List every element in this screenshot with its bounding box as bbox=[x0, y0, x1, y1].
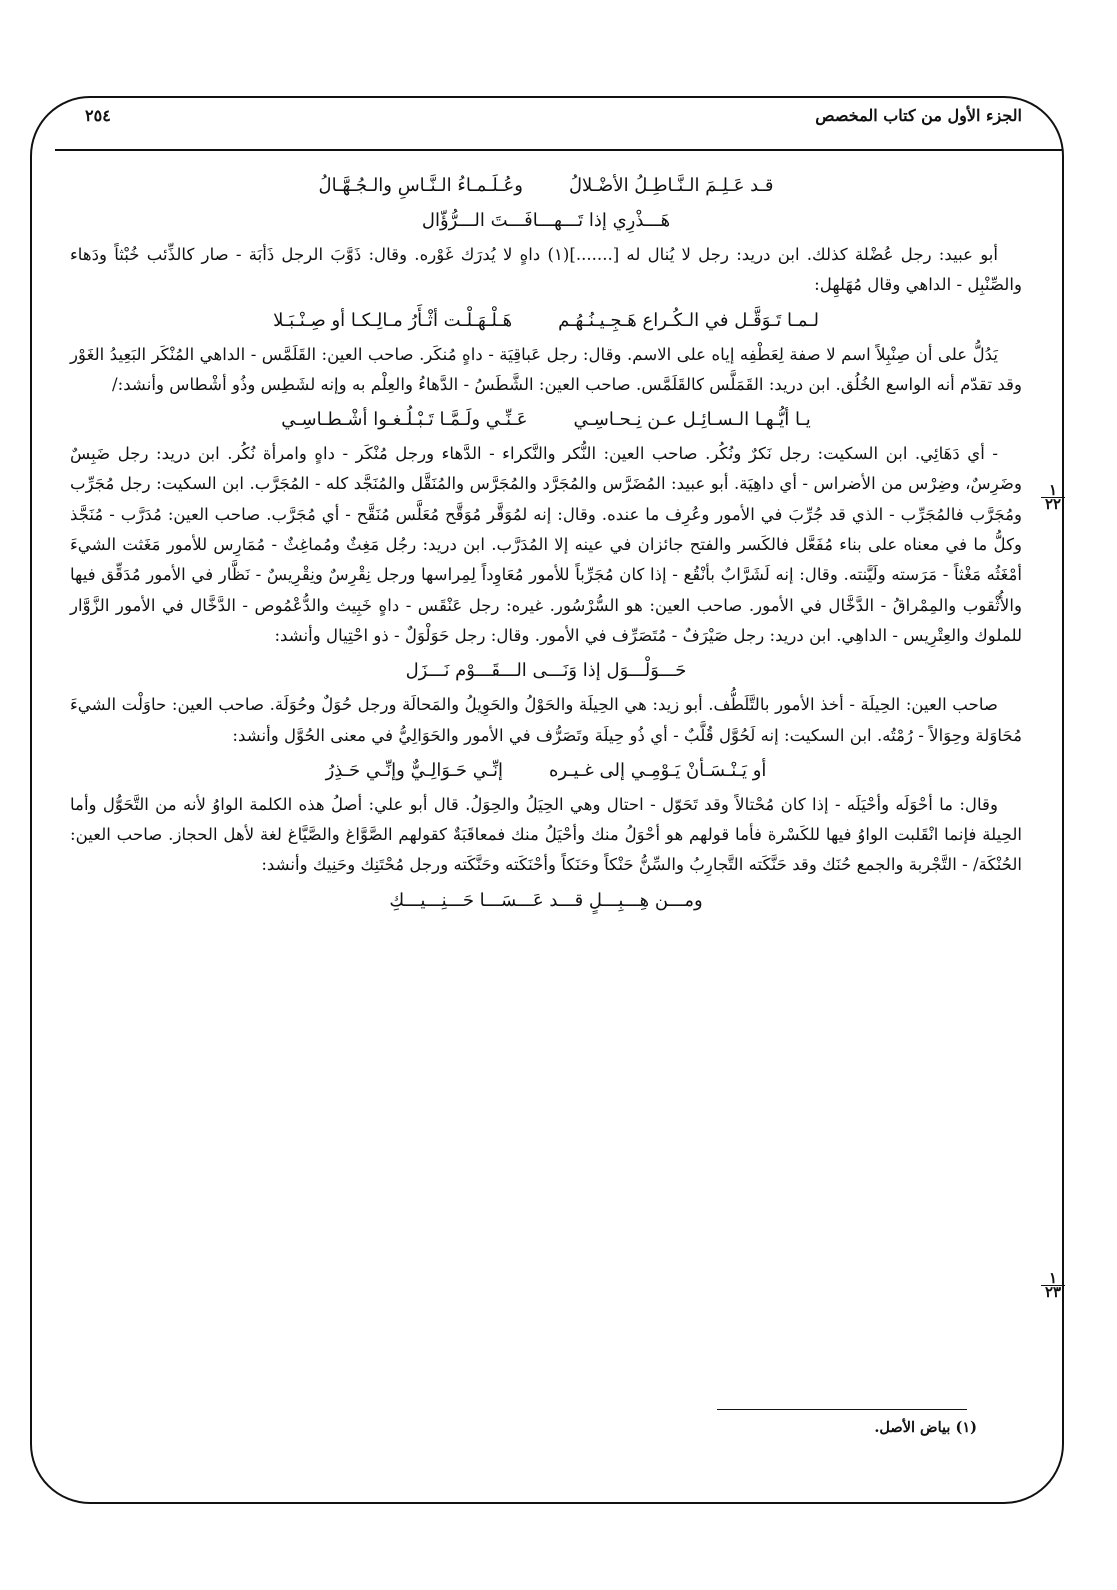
margin-marker-22-den: ٢٢ bbox=[1044, 495, 1062, 513]
verse-1-line-2 bbox=[70, 205, 1022, 236]
margin-marker-23-den: ٢٣ bbox=[1044, 1283, 1062, 1301]
page-body bbox=[70, 166, 1022, 920]
margin-marker-22-num: ١ bbox=[1041, 484, 1065, 498]
margin-marker-23 bbox=[1041, 1269, 1065, 1301]
paragraph-3: - أي دَهَائِي. ابن السكيت: رجل نَكرٌ ونُكُر. صاحب العين: النُّكر والنَّكراء - الدَّهاء ورجل مُنْكَر - داهٍ وامرأة نُكُر. ابن دريد: رجل ضَبِسٌ وضَرِسٌ، وضِرْس من الأضراس - أي داهِيَة. أبو عبيد: المُضَرَّس والمُجَرَّد والمُجَرَّس والمُنَقَّل والمُنَجَّد كله - المُجَرَّب. ابن السكيت: رجل مُجَرِّب ومُجَرَّب فالمُجَرِّب - الذي قد جُرِّبَ في الأمور وعُرِف ما عنده. وقال: إنه لمُوَقَّر مُوَقَّح مُعَلَّس مُنَقَّح - أي مُجَرَّب. صاحب العين: مُدَرَّب - مُنَجَّذ وكلُّ ما في معناه على بناء مُفَعَّل فالكَسر والفتح جائزان في عينه إلا المُدَرَّب. ابن دريد: رجُل مَغِثٌ ومُماغِثٌ - مُمَارِس للأمور مَغَثت الشيءَ أمْغَثُه مَغْثاً - مَرَسته ولَيَّنته. وقال: إنه لَشَرَّابٌ بأنْقُع - إذا كان مُجَرِّباً للأمور مُعَاوِداً لِمِراسها ورجل نِقْرِسٌ ونِقْرِيسٌ - نَظَّار في الأمور مُدَقِّق فيها والأُثْقوب والمِمْراقُ - الدَّخَّال في الأمور. صاحب العين: هو السُّرْسُور. غيره: رجل عَنْقَس - داهٍ خَبِيث والدُّعْمُوص - الدَّخَّال في الأمور الزَّوَّار للملوك والعِتْرِيس - الداهِي. ابن دريد: رجل صَيْرَفٌ - مُتَصَرِّف في الأمور. وقال: رجل حَوَلْوَلٌ - ذو احْتِيال وأنشد: bbox=[70, 444, 1022, 645]
margin-marker-22 bbox=[1041, 481, 1065, 513]
verse-5-first-half: أو يَـنْـسَـأنْ يَـوْمِـي إلى غـيـره bbox=[549, 759, 767, 781]
verse-2-second-half: هَـلْـهَـلْـت أثْـأَرُ مـالِـكـا أو صِـنْـبَـلا bbox=[273, 309, 513, 331]
verse-2-first-half: لـمـا تَـوَقَّـل في الـكُـراع هَـجِـيـنُـهُـم bbox=[558, 309, 819, 331]
verse-3-second-half: عَـنِّـي ولَـمَّـا تَـبْـلُـغـوا أشْـطـاسِـي bbox=[281, 409, 528, 431]
margin-marker-23-num: ١ bbox=[1041, 1272, 1065, 1286]
footnote-divider bbox=[717, 1409, 967, 1410]
verse-6 bbox=[70, 885, 1022, 916]
verse-4 bbox=[70, 655, 1022, 686]
verse-3 bbox=[70, 404, 1022, 435]
verse-5 bbox=[70, 755, 1022, 786]
verse-1 bbox=[70, 170, 1022, 201]
verse-1-second-half: وعُـلَـمـاءُ الـنَّـاسِ والـجُـهَّـالُ bbox=[318, 175, 523, 196]
paragraph-4: صاحب العين: الحِيلَة - أخذ الأمور بالتَّلَطُّف. أبو زيد: هي الحِيلَة والحَوْلُ والحَوِيلُ والمَحالَة ورجل حُوَلٌ وحُوَلَة. صاحب العين: حاوَلْت الشيءَ مُحَاوَلة وحِوَالاً - رُمْتُه. ابن السكيت: إنه لَحُوَّل قُلَّبٌ - أي ذُو حِيلَة وتَصَرُّف في الأمور والحَوَالِيُّ في معنى الحُوَّل وأنشد: bbox=[70, 695, 1022, 745]
page-header bbox=[85, 101, 1032, 129]
paragraph-5: وقال: ما أحْوَلَه وأحْيَلَه - إذا كان مُحْتالاً وقد تَحَوّل - احتال وهي الحِيَلُ والحِوَلُ. قال أبو علي: أصلُ هذه الكلمة الواوُ لأنه من التَّحَوُّل وأما الحِيلة فإنما انْقَلبت الواوُ فيها للكَسْرة فأما قولهم هو أحْوَلُ منك وأحْيَلُ منك فمعاقَبَةٌ كقولهم الصَّوَّاغ والصَّيَّاغ لغة لأهل الحجاز. صاحب العين: الحُنْكَة/ - التَّجْربة والجمع حُنَك وقد حَنَّكَته التَّجارِبُ والسِّنُّ حَنْكاً وحَنَكاً وأحْنَكَته وحَنَّكَته ورجل مُحْتَنِك وحَنِيك وأنشد: bbox=[70, 794, 1022, 875]
verse-2 bbox=[70, 305, 1022, 336]
footnote: (١) بياض الأصل. bbox=[874, 1419, 977, 1436]
verse-3-first-half: يـا أيُّـهـا الـسـائِـل عـن نِـحـاسِـي bbox=[573, 409, 811, 431]
verse-6-text: ومـــن هِـــبِـــلٍ قـــد عَـــسَـــا حَـــنِـــيـــكِ bbox=[389, 889, 703, 911]
paragraph-1: أبو عبيد: رجل عُضْلة كذلك. ابن دريد: رجل لا يُنال له [.......](١) داهٍ لا يُدرَك غَوْره. وقال: ذَوَّبَ الرجل ذَأبَة - صار كالذِّئب خُبْثاً ودَهاء والصِّنْبِل - الداهي وقال مُهَلهِل: bbox=[70, 245, 1022, 295]
verse-1-first-half: قـد عَـلِـمَ الـنَّـاطِـلُ الأضْـلالُ bbox=[568, 175, 774, 196]
book-title: الجزء الأول من كتاب المخصص bbox=[815, 105, 1022, 125]
verse-1-third-half: هَـــذْرِي إذا تَـــهـــافَـــتَ الـــرُّؤّال bbox=[421, 210, 671, 231]
header-divider bbox=[55, 149, 1062, 151]
page-number: ٢٥٤ bbox=[85, 105, 111, 125]
paragraph-2: يَدُلُّ على أن صِنْبِلاً اسم لا صفة لِعَطْفِه إياه على الاسم. وقال: رجل عَباقِيَة - داهٍ مُنكَر. صاحب العين: القَلَمَّس - الداهي المُنْكَر البَعِيدُ الغَوْر وقد تقدّم أنه الواسع الخُلُق. ابن دريد: القَمَلَّس كالقَلَمَّس. صاحب العين: الشَّطَسُ - الدَّهاءُ والعِلْم به وإنه لشَطِس وذُو أشْطاس وأنشد:/ bbox=[70, 344, 1022, 394]
verse-5-second-half: إنِّـي حَـوَالِـيٌّ وإنِّـي حَـذِرُ bbox=[325, 759, 504, 781]
verse-4-text: حَـــوَلْـــوَل إذا وَنَـــى الـــقَـــوْم نَـــزَل bbox=[405, 660, 687, 682]
